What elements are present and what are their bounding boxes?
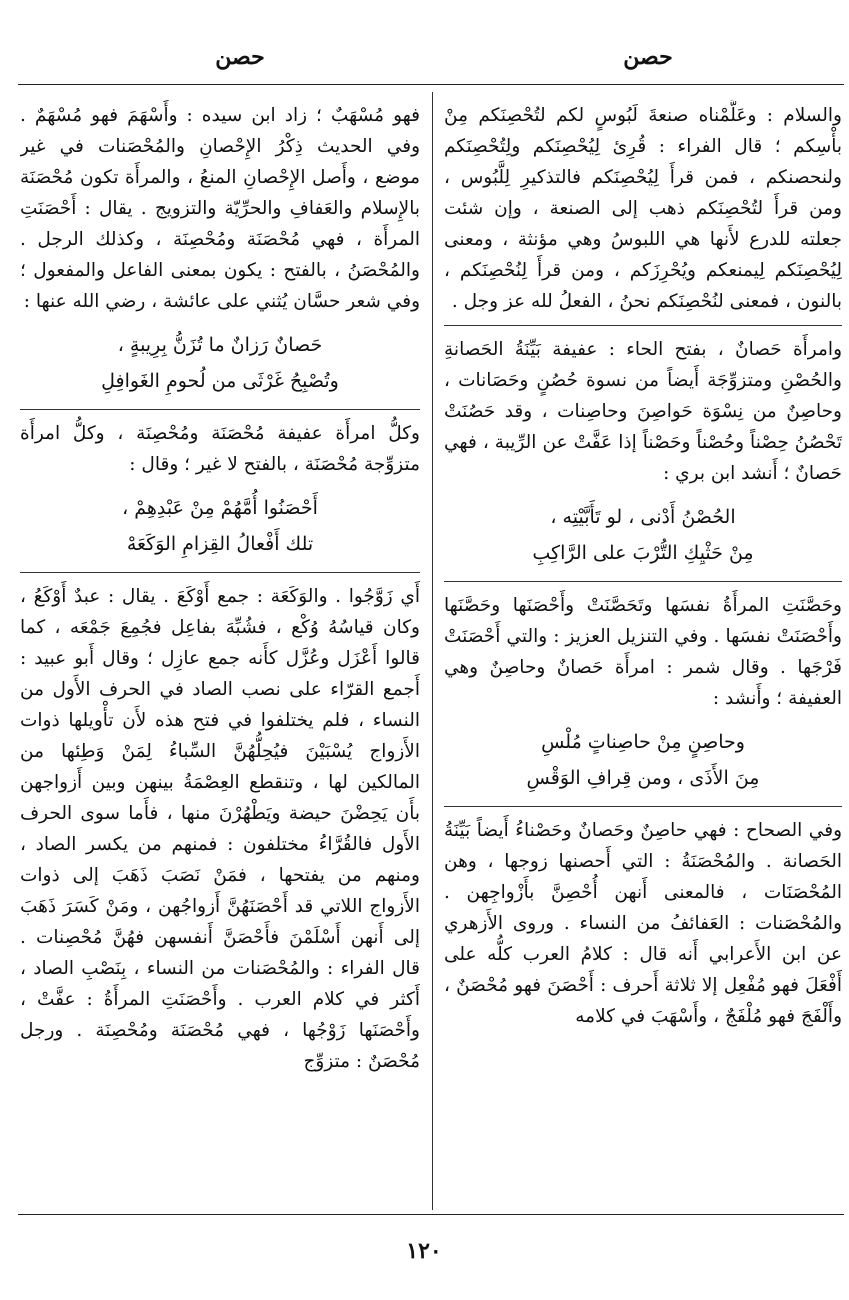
right-para-2: وامرأَة حَصانٌ ، بفتح الحاء : عفيفة بَيِّنَةُ الحَصانةِ والحُصْنِ ومتزوِّجَة أَيضاً من نسوة حُصُنٍ وحَصَانات ، وحاصِنٌ من نِسْوَة حَواصِنَ وحاصِنات ، وقد حَصُنَتْ تَحْصُنُ حِصْناً وحُصْناً وحَصْناً إذا عَفَّتْ عن الرِّيبة ، فهي حَصانٌ ؛ أَنشد ابن بري : xyxy=(444,339,842,484)
verse-line: الحُصْنُ أَدْنى ، لو تَأَبَّيْتِه ، xyxy=(550,506,736,528)
left-para-1: فهو مُسْهَبٌ ؛ زاد ابن سيده : وأَسْهَمَ فهو مُسْهَمٌ . وفي الحديث ذِكْرُ الإِحْصانِ والمُحْصَنات في غير موضع ، وأَصل الإِحْصانِ المنعُ ، والمرأَة تكون مُحْصَنَة بالإِسلام والعَفافِ والحرِّيّة والتزويج . يقال : أَحْصَنَتِ المرأَة ، فهي مُحْصَنَة ومُحْصِنَة ، وكذلك الرجل . والمُحْصَنُ ، بالفتح : يكون بمعنى الفاعل والمفعول ؛ وفي شعر حسَّان يُثني على عائشة ، رضي الله عنها : xyxy=(20,105,420,312)
right-separator-2 xyxy=(444,581,842,582)
page-number: ١٢٠ xyxy=(406,1238,442,1264)
top-rule xyxy=(18,84,844,85)
left-separator-2 xyxy=(20,572,420,573)
column-divider xyxy=(432,92,433,1210)
left-verse-2 xyxy=(20,490,420,562)
header-right-word: حصن xyxy=(623,44,673,70)
right-verse-2 xyxy=(444,724,842,796)
verse-line: مِنْ حَثْيِكِ التُّرْبَ على الرَّاكِبِ xyxy=(532,542,754,564)
verse-line: تلك أَفْعالُ القِزامِ الوَكَعَهْ xyxy=(126,533,314,555)
left-verse-1 xyxy=(20,327,420,399)
right-verse-1 xyxy=(444,499,842,571)
right-column xyxy=(444,100,842,1206)
right-separator-1 xyxy=(444,325,842,326)
right-para-1: والسلام : وعَلَّمْناه صنعةَ لَبُوسٍ لكم لتُحْصِنَكم مِنْ بأْسِكم ؛ قال الفراء : قُرِئ لِيُحْصِنَكم ولِتُحْصِنَكم ولنحصنكم ، فمن قرأَ لِيُحْصِنَكم فالتذكيرِ لِلَّبُوس ، ومن قرأَ لتُحْصِنَكم ذهب إلى الصنعة ، وإن شئت جعلته للدرع لأَنها هي اللبوسُ وهي مؤنثة ، ومعنى لِيُحْصِنَكم لِيمنعكم ويُحْرِزَكم ، ومن قرأَ لِنُحْصِنَكم ، بالنون ، فمعنى لنُحْصِنَكم نحنُ ، الفعلُ لله عز وجل . xyxy=(444,105,842,312)
verse-line: مِنَ الأَذَى ، ومن قِرافِ الوَقْسِ xyxy=(526,767,760,789)
header-left-word: حصن xyxy=(215,44,265,70)
verse-line: وحاصِنٍ مِنْ حاصِناتٍ مُلْسِ xyxy=(541,731,745,753)
verse-line: وتُصْبِحُ غَرْثَى من لُحومِ الغَوافِلِ xyxy=(101,370,339,392)
verse-line: حَصانٌ رَزانٌ ما تُزَنُّ بِرِيبةٍ ، xyxy=(117,334,323,356)
right-para-3: وحَصَّنَتِ المرأَةُ نفسَها وتَحَصَّنَتْ وأَحْصَنَها وحَصَّنَها وأَحْصَنَتْ نفسَها . وفي التنزيل العزيز : والتي أَحْصَنَتْ فَرْجَها . وقال شمر : امرأَة حَصانٌ وحاصِنٌ وهي العفيفة ؛ وأَنشد : xyxy=(444,595,842,709)
left-separator-1 xyxy=(20,409,420,410)
verse-line: أَحْصَنُوا أُمَّهُمْ مِنْ عَبْدِهِمْ ، xyxy=(122,497,318,519)
left-para-3: أَي زَوَّجُوا . والوَكَعَة : جمع أَوْكَعَ . يقال : عبدٌ أَوْكَعُ ، وكان قياسُهُ وُكْع ، فشُبِّهَ بفاعِل فجُمِعَ جَمْعَه ، كما قالوا أَعْزَل وعُزَّل كأَنه جمع عازِل ؛ وقال أَبو عبيد : أَجمع القرّاء على نصب الصاد في الحرف الأَول من النساء ، فلم يختلفوا في فتح هذه لأَن تأْويلها ذوات الأَزواج يُسْبَيْنَ فيُحِلُّهُنَّ السِّباءُ لِمَنْ وَطِئها من المالكين لها ، وتنقطع العِصْمَةُ بينهن وبين أَزواجهن بأَن يَحِضْنَ حيضة ويَطْهُرْنَ منها ، فأَما سوى الحرف الأَول فالقُرَّاءُ مختلفون : فمنهم من يكسر الصاد ، ومنهم من يفتحها ، فمَنْ نَصَبَ ذَهَبَ إلى ذوات الأَزواج اللاتي قد أَحْصَنَهُنَّ أَزواجُهن ، ومَنْ كَسَرَ ذَهَبَ إلى أَنهن أَسْلَمْنَ فأَحْصَنَّ أَنفسهن فهُنَّ مُحْصِنات . قال الفراء : والمُحْصَنات من النساء ، بِنَصْبِ الصاد ، أَكثر في كلام العرب . وأَحْصَنَتِ المرأَةُ : عفَّتْ ، وأَحْصَنَها زَوْجُها ، فهي مُحْصَنَة ومُحْصِنَة . ورجل مُحْصَنٌ : متزوِّج xyxy=(20,586,420,1072)
right-para-4: وفي الصحاح : فهي حاصِنٌ وحَصانٌ وحَصْناءُ أَيضاً بَيِّنَةُ الحَصانة . والمُحْصَنَةُ : التي أَحصنها زوجها ، وهن المُحْصَنَات ، فالمعنى أَنهن أُحْصِنَّ بأَزْواجِهن . والمُحْصَنات : العَفائفُ من النساء . وروى الأَزهري عن ابن الأَعرابي أَنه قال : كلامُ العرب كلُّه على أَفْعَلَ فهو مُفْعِل إلا ثلاثة أَحرف : أَحْصَنَ فهو مُحْصَنٌ ، وأَلْفَجَ فهو مُلْفَجٌ ، وأَسْهَبَ في كلامه xyxy=(444,820,842,1027)
left-para-2: وكلُّ امرأَة عفيفة مُحْصَنَة ومُحْصِنَة ، وكلُّ امرأَة متزوِّجة مُحْصَنَة ، بالفتح لا غير ؛ وقال : xyxy=(20,423,420,475)
left-column xyxy=(20,100,420,1206)
right-separator-3 xyxy=(444,806,842,807)
bottom-rule xyxy=(18,1214,844,1215)
